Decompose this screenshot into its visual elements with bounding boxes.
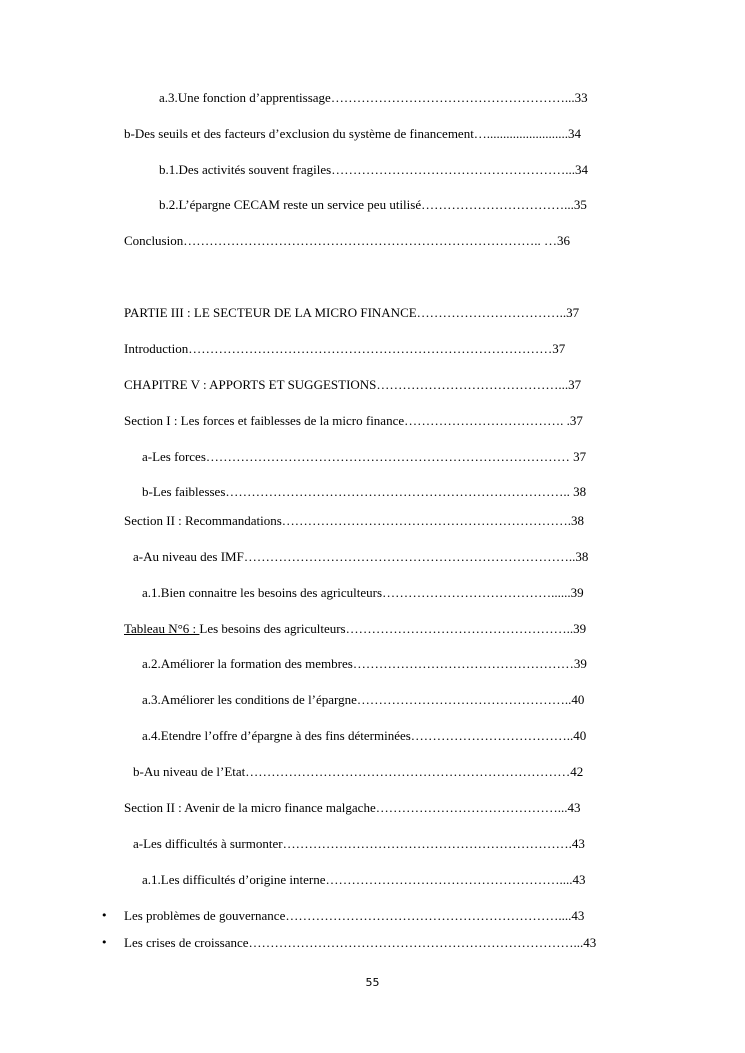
toc-entry: Section II : Recommandations………………………………………………………….38	[124, 513, 585, 528]
toc-entry: CHAPITRE V : APPORTS ET SUGGESTIONS……………………………………...37	[124, 377, 582, 392]
toc-entry: Section I : Les forces et faiblesses de la micro finance………………………………. .37	[124, 413, 583, 428]
toc-entry: a.3.Améliorer les conditions de l’épargne…………………………………………..40	[142, 692, 585, 707]
toc-entry: b.2.L’épargne CECAM reste un service peu utilisé……………………………...35	[159, 197, 587, 212]
toc-entry: a.3.Une fonction d’apprentissage………………………………………………...33	[159, 90, 588, 105]
toc-entry: b-Les faiblesses…………………………………………………………………….. 38	[142, 484, 587, 499]
toc-entry: Les problèmes de gouvernance………………………………………………………....43	[124, 908, 585, 923]
toc-entry: PARTIE III : LE SECTEUR DE LA MICRO FINANCE……………………………..37	[124, 305, 580, 320]
table-reference-label: Tableau N°6 :	[124, 621, 200, 636]
toc-entry: Introduction…………………………………………………………………………37	[124, 341, 566, 356]
toc-entry: Section II : Avenir de la micro finance malgache……………………………………...43	[124, 800, 581, 815]
toc-entry: a.1.Les difficultés d’origine interne………………………………………………....43	[142, 872, 586, 887]
bullet-icon: •	[101, 909, 108, 922]
bullet-icon: •	[101, 936, 108, 949]
page-number: 55	[365, 976, 380, 989]
toc-entry: a.2.Améliorer la formation des membres……………………………………………39	[142, 656, 587, 671]
table-reference-title: Les besoins des agriculteurs……………………………………………..39	[199, 621, 587, 636]
toc-entry: a.4.Etendre l’offre d’épargne à des fins déterminées………………………………..40	[142, 728, 587, 743]
toc-entry: b-Des seuils et des facteurs d’exclusion du système de financement….........................34	[124, 126, 582, 141]
toc-entry	[124, 621, 586, 637]
toc-entry: a-Au niveau des IMF…………………………………………………………………..38	[133, 549, 589, 564]
toc-entry: Conclusion……………………………………………………………………….. …36	[124, 233, 570, 248]
toc-entry: a-Les difficultés à surmonter………………………………………………………….43	[133, 836, 585, 851]
toc-entry: Les crises de croissance…………………………………………………………………...43	[124, 935, 597, 950]
toc-entry: b.1.Des activités souvent fragiles………………………………………………...34	[159, 162, 588, 177]
toc-entry: a.1.Bien connaitre les besoins des agriculteurs…………………………………......39	[142, 585, 584, 600]
toc-entry: b-Au niveau de l’Etat…………………………………………………………………42	[133, 764, 584, 779]
toc-entry: a-Les forces………………………………………………………………………… 37	[142, 449, 587, 464]
